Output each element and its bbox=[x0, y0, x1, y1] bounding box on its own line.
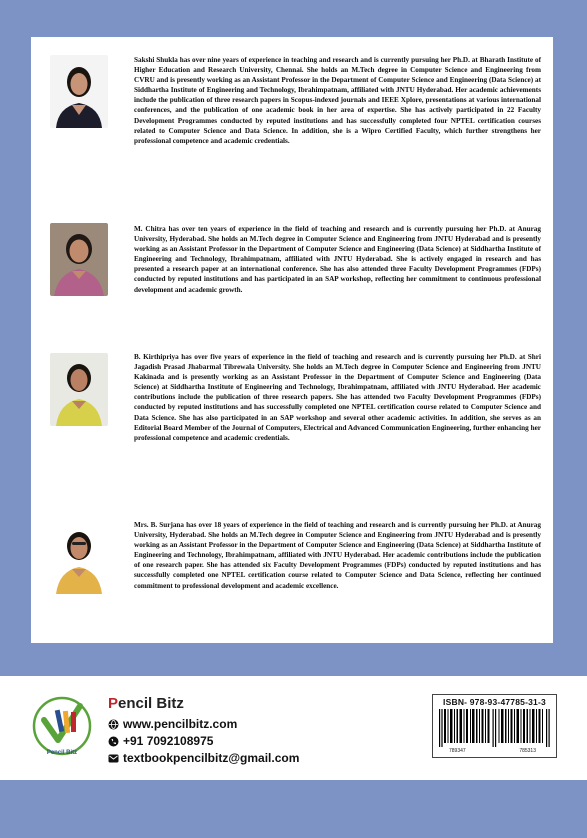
mail-icon bbox=[108, 753, 119, 764]
website-link[interactable]: www.pencilbitz.com bbox=[108, 717, 237, 731]
globe-icon bbox=[108, 719, 119, 730]
barcode-bars bbox=[439, 709, 550, 747]
author-photo bbox=[50, 223, 108, 296]
isbn-label: ISBN- 978-93-47785-31-3 bbox=[443, 697, 546, 707]
bio-text: M. Chitra has over ten years of experience in the field of teaching and research and is currently pursuing her Ph.D. at Anurag University, Hyderabad. She holds an M.Tech degree in Computer Science and Engineering from JNTU Hyderabad and is presently working as an Assistant Professor in the Department of Computer Science and Engineering (Data Science) at Siddhartha Institute of Engineering and Technology, Ibrahimpatnam, affiliated with JNTU Hyderabad. She is actively engaged in research and has presented a research paper at an international conference. She has also attended three Faculty Development Programmes (FDPs) conducted by reputed institutions and has participated in an SAP workshop, reflecting her commitment to continuous professional development and academic growth. bbox=[134, 225, 541, 294]
publisher-footer bbox=[0, 676, 587, 780]
phone-icon bbox=[108, 736, 119, 747]
author-photo bbox=[50, 521, 108, 594]
author-bios-panel bbox=[31, 37, 553, 643]
author-photo bbox=[50, 353, 108, 426]
svg-text:Pencil Bitz: Pencil Bitz bbox=[46, 750, 78, 756]
phone-link[interactable]: +91 7092108975 bbox=[108, 734, 213, 748]
pencil-bitz-logo bbox=[28, 694, 96, 762]
bio-text: B. Kirthipriya has over five years of experience in the field of teaching and research and is currently pursuing her Ph.D. at Shri Jagadish Prasad Jhabarmal Tibrewala University. She holds an M.Tech degree in Computer Science and Engineering from JNTU Kakinada and is presently working as an Assistant Professor in the Department of Computer Science and Engineering (Data Science) at Siddhartha Institute of Engineering and Technology, Ibrahimpatnam, affiliated with JNTU Hyderabad. Her academic contributions include the publication of three research papers. She has attended two Faculty Development Programmes (FDPs) conducted by reputed institutions and has successfully completed one NPTEL certification course related to Computer Science and Data Science. She has also participated in an SAP workshop and several other academic activities. In addition, she serves as an Editorial Board Member of the Journal of Computers, Electrical and Advanced Communication Engineering, further enhancing her professional competence and academic credentials. bbox=[134, 353, 541, 442]
isbn-barcode bbox=[432, 694, 557, 758]
bio-text: Mrs. B. Surjana has over 18 years of experience in the field of teaching and research and is currently pursuing her Ph.D. at Anurag University, Hyderabad. She holds an M.Tech degree in Computer Science and Engineering from JNTU Hyderabad and is presently working as an Assistant Professor in the Department of Computer Science and Engineering (Data Science) at Siddhartha Institute of Engineering and Technology, Ibrahimpatnam, affiliated with JNTU Hyderabad. Her academic contributions include the publication of one research paper. She has attended six Faculty Development Programmes (FDPs) conducted by reputed institutions and has successfully completed one NPTEL certification course related to Computer Science and Data Science, reflecting her continued commitment to professional development and academic excellence. bbox=[134, 521, 541, 590]
author-photo bbox=[50, 55, 108, 128]
barcode-digits: 789347 785313 bbox=[449, 748, 536, 754]
bio-text: Sakshi Shukla has over nine years of experience in teaching and research and is currently pursuing her Ph.D. at Bharath Institute of Higher Education and Research University, Chennai. She holds an M.Tech degree in Computer Science and Engineering from CVRU and is presently working as an Assistant Professor in the Department of Computer Science and Engineering (Data Science) at Siddhartha Institute of Engineering and Technology, Ibrahimpatnam, affiliated with JNTU Hyderabad. Her academic achievements include the publication of three research papers in Scopus-indexed journals and IEEE Xplore, presentations at various international conferences, and the publication of one academic book in her area of expertise. She has actively participated in 22 Faculty Development Programmes conducted by reputed institutions and has successfully completed four NPTEL certification courses related to Computer Science and Data Science. In addition, she is a Wipro Certified Faculty, which further strengthens her professional competence and academic credentials. bbox=[134, 56, 541, 145]
email-link[interactable]: textbookpencilbitz@gmail.com bbox=[108, 751, 299, 765]
publisher-name: Pencil Bitz bbox=[108, 695, 184, 712]
